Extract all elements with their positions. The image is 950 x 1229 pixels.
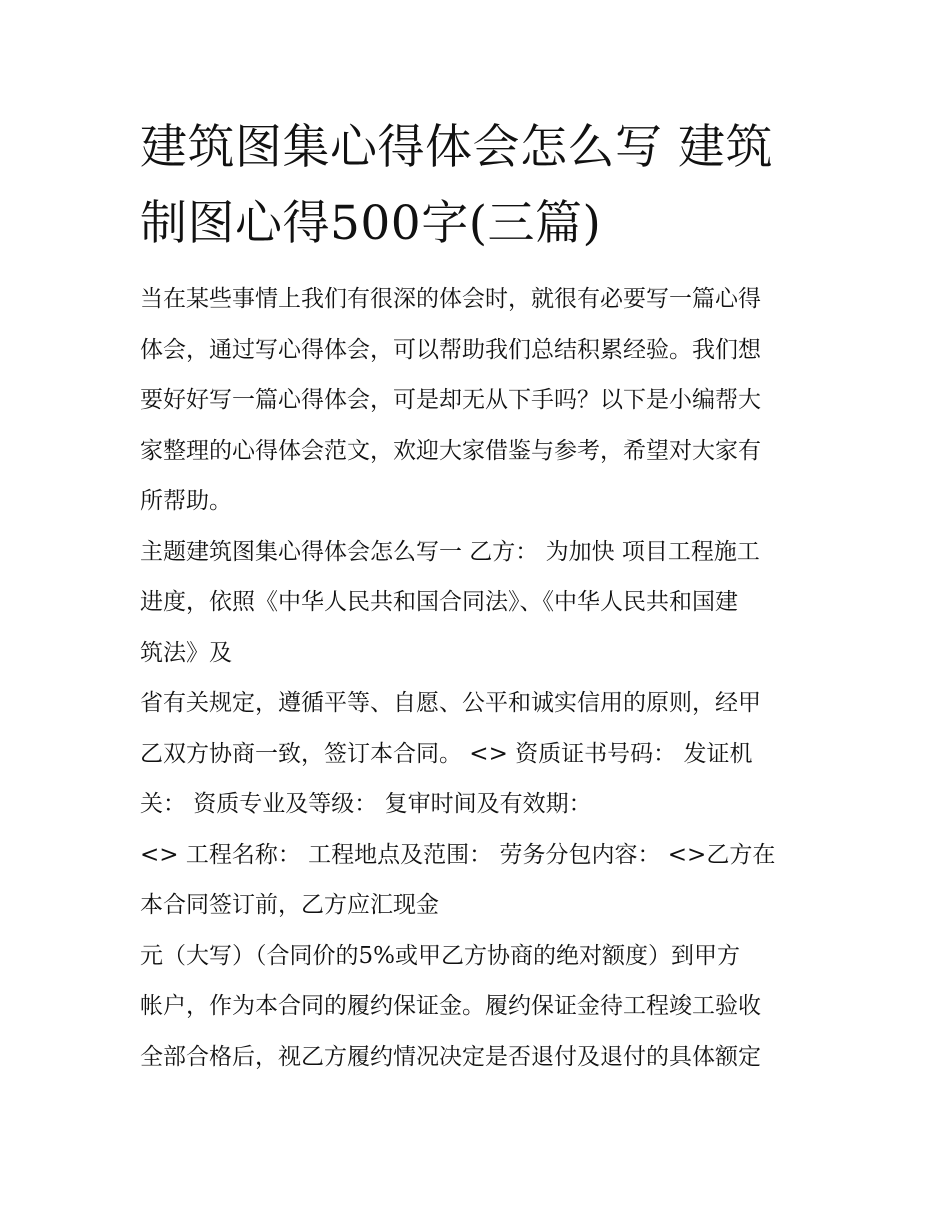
text-line: 本合同签订前，乙方应汇现金 <box>140 892 439 918</box>
text-line: 乙双方协商一致，签订本合同。 <> 资质证书号码： 发证机 <box>140 740 753 767</box>
title-line: 制图心得500字(三篇) <box>140 196 602 251</box>
text-line: 全部合格后，视乙方履约情况决定是否退付及退付的具体额定 <box>140 1043 761 1070</box>
text-line: 元（大写）（合同价的5%或甲乙方协商的绝对额度）到甲方 <box>140 942 740 969</box>
text-line: 进度，依照《中华人民共和国合同法》、《中华人民共和国建 <box>140 589 738 615</box>
text-line: 所帮助。 <box>140 488 232 514</box>
document-body <box>140 110 820 1082</box>
text-line: 关： 资质专业及等级： 复审时间及有效期： <box>140 791 592 817</box>
document-text <box>140 274 820 1082</box>
title-line: 建筑图集心得体会怎么写 建筑 <box>140 120 773 175</box>
text-line: 要好好写一篇心得体会，可是却无从下手吗？以下是小编帮大 <box>140 387 761 413</box>
text-line: 体会，通过写心得体会，可以帮助我们总结积累经验。我们想 <box>140 336 761 363</box>
text-line: 当在某些事情上我们有很深的体会时，就很有必要写一篇心得 <box>140 286 761 312</box>
text-line: 省有关规定，遵循平等、自愿、公平和诚实信用的原则，经甲 <box>140 690 761 716</box>
text-line: <> 工程名称： 工程地点及范围： 劳务分包内容： <>乙方在 <box>140 841 776 868</box>
text-line: 筑法》及 <box>140 639 232 666</box>
document-title <box>140 110 820 262</box>
text-line: 帐户，作为本合同的履约保证金。履约保证金待工程竣工验收 <box>140 993 761 1019</box>
text-line: 主题建筑图集心得体会怎么写一 乙方： 为加快 项目工程施工 <box>140 538 760 565</box>
text-line: 家整理的心得体会范文，欢迎大家借鉴与参考，希望对大家有 <box>140 437 761 464</box>
